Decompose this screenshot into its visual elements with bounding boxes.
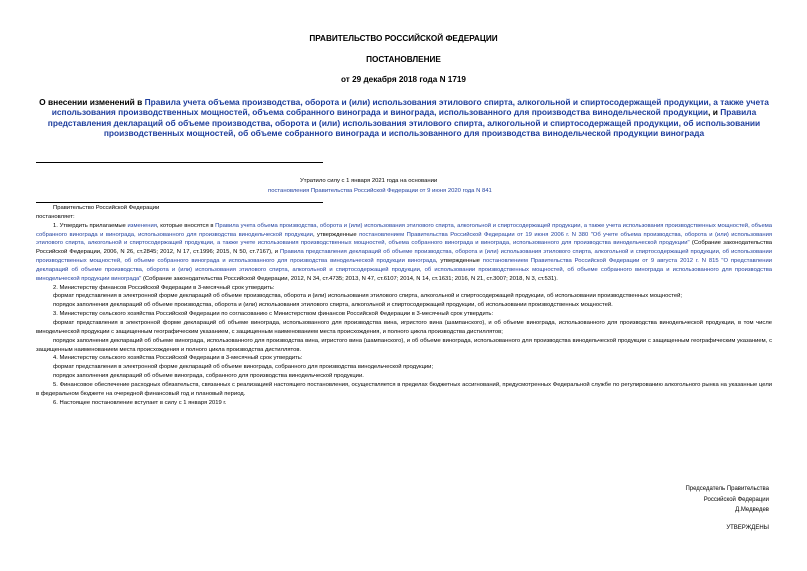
signature-name: Д.Медведев <box>735 507 769 513</box>
title-link-accounting-rules[interactable]: Правила учета объема производства, оборота и (или) использования этилового спирта, алкогольной и спиртосодержащей продукции, а также учета использования производственных мощностей, объема собранного винограда и винограда, использованного для производства винодельческой продукции <box>51 97 769 118</box>
signature-block <box>685 484 769 516</box>
paragraph-4: 4. Министерству сельского хозяйства Российской Федерации в 3-месячный срок утвердить: <box>53 355 303 362</box>
signature-line: Председатель Правительства <box>685 486 769 492</box>
title-link-declaration-rules[interactable]: Правила представления деклараций об объеме производства, оборота и (или) использования этилового спирта, алкогольной и спиртосодержащей продукции, об использовании производственных мощностей, об объеме собранного винограда и использованного для производства винодельческой продукции винограда <box>47 107 761 139</box>
link-declaration-rules[interactable]: Правила представления деклараций об объеме производства, оборота и (или) использования этилового спирта, алкогольной и спиртосодержащей продукции, об использовании производственных мощностей, об объеме собранного винограда и использованного для производства винодельческой продукции винограда <box>36 249 772 265</box>
date-number-heading: от 29 декабря 2018 года N 1719 <box>341 75 466 84</box>
p1-text: , которые вносятся в <box>156 222 216 229</box>
doc-type-heading: ПОСТАНОВЛЕНИЕ <box>366 55 441 64</box>
paragraph-3: 3. Министерству сельского хозяйства Российской Федерации по согласованию с Министерством финансов Российской Федерации в 3-месячный срок утвердить: <box>53 311 494 318</box>
signature-line: Российской Федерации <box>703 496 769 503</box>
paragraph-1 <box>36 222 772 284</box>
lost-force-note <box>200 176 800 196</box>
p1-text: (Собрание законодательства Российской Федерации, 2012, N 34, ст.4735; 2013, N 47, ст.6107; 2014, N 14, ст.1631; 2016, N 21, ст.3007; 2018, N 3, ст.531). <box>141 275 558 282</box>
document-body <box>36 204 772 407</box>
paragraph-3b: порядок заполнения деклараций об объеме винограда, использованного для производства вина, игристого вина (шампанского), и об объеме винограда, использованного для производства винодельческой продукции с защищенным географическим указанием, с защищенным наименованием места происхождения и полного цикла производства дистиллятов. <box>36 337 772 353</box>
link-accounting-rules[interactable]: Правила учета объема производства, оборота и (или) использования этилового спирта, алкогольной и спиртосодержащей продукции, а также учета использования производственных мощностей, объема собранного винограда и винограда, использованного для производства винодельческой продукции <box>36 222 772 238</box>
p1-text: , утвержденные <box>312 231 360 238</box>
document-title <box>36 97 772 139</box>
government-heading: ПРАВИТЕЛЬСТВО РОССИЙСКОЙ ФЕДЕРАЦИИ <box>309 34 498 43</box>
paragraph-6: 6. Настоящее постановление вступает в силу с 1 января 2019 г. <box>53 399 227 406</box>
p1-text: (Собрание законодательства Российской Федерации, 2006, N 26, ст.2845; 2012, N 17, ст.1996; 2015, N 50, ст.7167), и <box>36 240 772 256</box>
link-resolution-815[interactable]: постановлением Правительства Российской Федерации от 9 августа 2012 г. N 815 "О представлении деклараций об объеме производства, оборота и (или) использования этилового спирта, алкогольной и спиртосодержащей продукции, об использовании производственных мощностей, об объеме собранного винограда и использованного для производства винодельческой продукции винограда" <box>36 258 773 282</box>
paragraph-5: 5. Финансовое обеспечение расходных обязательств, связанных с реализацией настоящего постановления, осуществляется в пределах бюджетных ассигнований, предусмотренных Федеральной службе по регулированию алкогольного рынка на указанные цели в федеральном бюджете на очередной финансовый год и плановый период. <box>36 381 772 397</box>
intro-line: Правительство Российской Федерации <box>53 205 160 211</box>
paragraph-4a: формат представления в электронной форме деклараций об объеме винограда, собранного для производства винодельческой продукции; <box>53 364 434 371</box>
p1-text: 1. Утвердить прилагаемые <box>53 222 128 229</box>
approved-label: УТВЕРЖДЕНЫ <box>726 525 769 531</box>
lost-force-text: Утратило силу с 1 января 2021 года на основании <box>300 178 438 184</box>
title-text: , и <box>708 107 721 118</box>
paragraph-2: 2. Министерству финансов Российской Федерации в 3-месячный срок утвердить: <box>53 284 275 291</box>
title-text: О внесении изменений в <box>39 97 145 107</box>
note-divider <box>36 202 323 203</box>
link-resolution-380[interactable]: постановлением Правительства Российской Федерации от 19 июня 2006 г. N 380 "Об учете объема производства, оборота и (или) использования этилового спирта, алкогольной и спиртосодержащей продукции, а также учете использования производственных мощностей, объема собранного винограда и винограда, использованного для производства винодельческой продукции" <box>36 231 773 247</box>
link-changes[interactable]: изменения <box>127 222 157 229</box>
paragraph-2b: порядок заполнения деклараций об объеме производства, оборота и (или) использования этилового спирта, алкогольной и спиртосодержащей продукции, об использовании производственных мощностей. <box>53 302 613 309</box>
p1-text: , утвержденные <box>435 258 483 265</box>
intro-line: постановляет: <box>36 213 75 220</box>
paragraph-3a: формат представления в электронной форме деклараций об объеме винограда, использованного для производства вина, игристого вина (шампанского), и об объеме винограда, использованного для производства винодельческой продукции, в том числе винодельческой продукции с защищенным географическим указанием, с защищенным наименованием места происхождения, и полного цикла производства дистиллятов; <box>36 319 772 335</box>
title-divider <box>36 162 323 163</box>
paragraph-4b: порядок заполнения деклараций об объеме винограда, собранного для производства винодельческой продукции. <box>53 373 364 380</box>
lost-force-link[interactable]: постановления Правительства Российской Федерации от 9 июня 2020 года N 841 <box>268 188 492 194</box>
paragraph-2a: формат представления в электронной форме деклараций об объеме производства, оборота и (или) использования этилового спирта, алкогольной и спиртосодержащей продукции, об использовании производственных мощностей; <box>53 293 683 300</box>
